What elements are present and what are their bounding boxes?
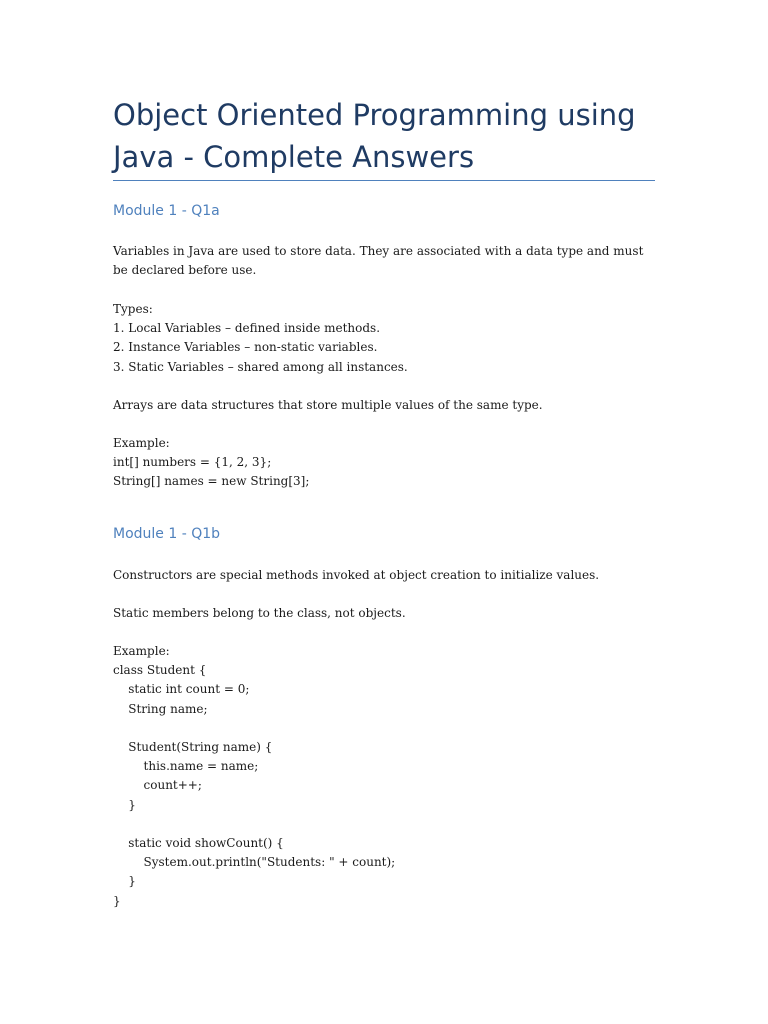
paragraph-variable-types: Types: 1. Local Variables – defined inside methods. 2. Instance Variables – non-static variables. 3. Static Variables – shared among all instances.	[113, 302, 408, 374]
title-underline	[113, 180, 655, 181]
paragraph-student-example: Example: class Student { static int count = 0; String name; Student(String name) { this.name = name; count++; } static void showCount() { System.out.println("Students: " + count); } }	[113, 644, 396, 908]
section-heading-q1b: Module 1 - Q1b	[113, 526, 221, 542]
paragraph-constructors: Constructors are special methods invoked at object creation to initialize values.	[113, 568, 600, 582]
paragraph-static-members: Static members belong to the class, not objects.	[113, 606, 406, 620]
paragraph-variables-intro: Variables in Java are used to store data. They are associated with a data type and must be declared before use.	[113, 244, 644, 278]
paragraph-array-example: Example: int[] numbers = {1, 2, 3}; String[] names = new String[3];	[113, 436, 310, 489]
section-heading-q1a: Module 1 - Q1a	[113, 203, 220, 219]
document-title: Object Oriented Programming using Java - Complete Answers	[113, 98, 636, 174]
paragraph-arrays: Arrays are data structures that store multiple values of the same type.	[113, 398, 543, 412]
